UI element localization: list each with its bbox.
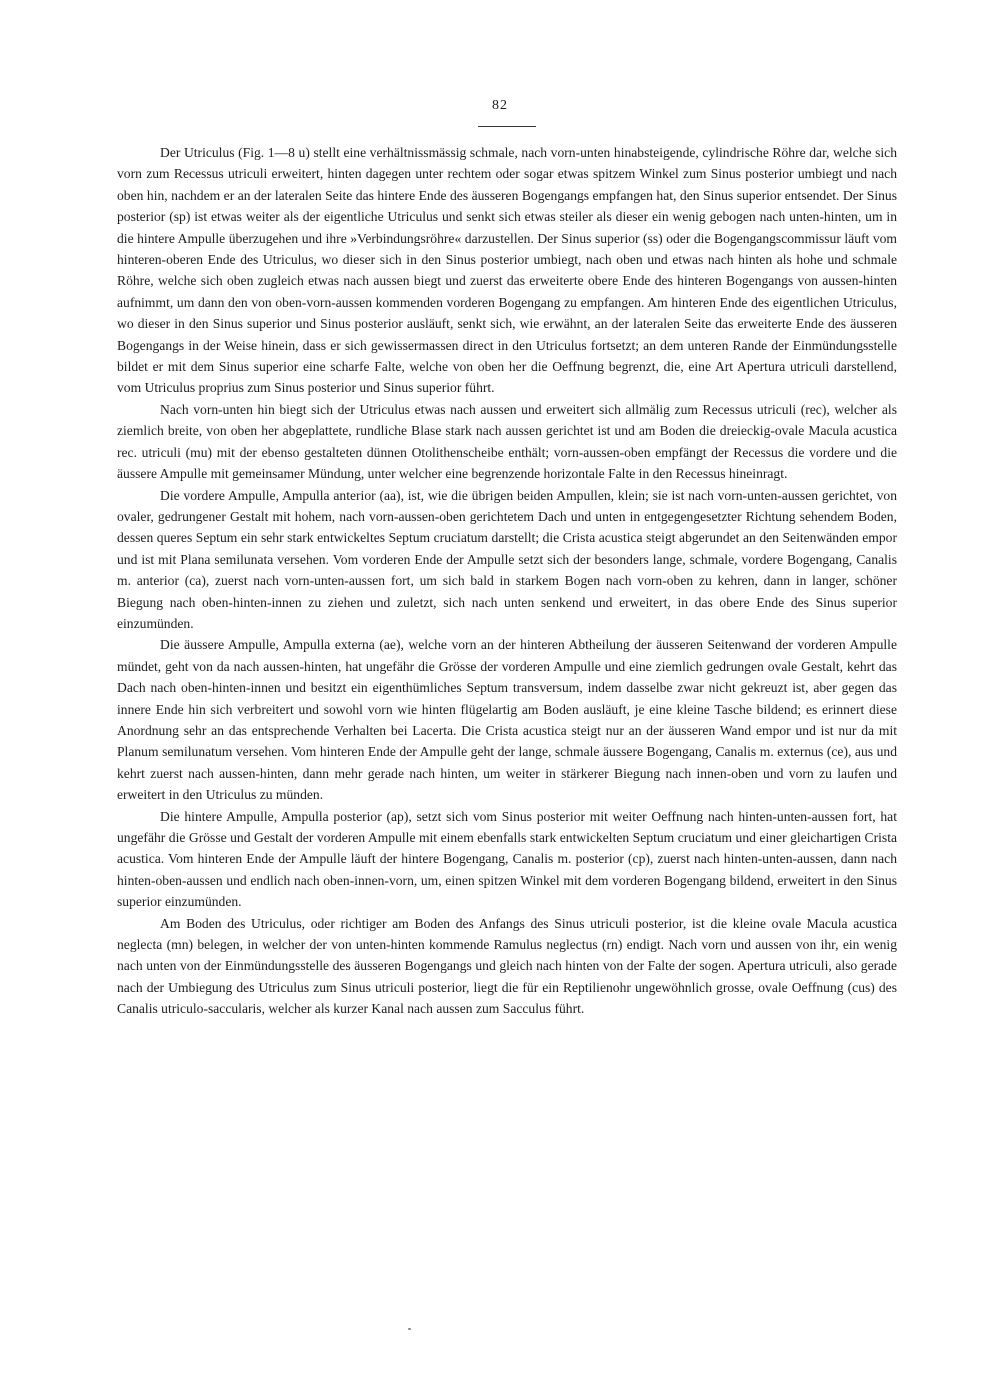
paragraph-recessus: Nach vorn-unten hin biegt sich der Utriculus etwas nach aussen und erweitert sich allmälig zum Recessus utriculi (rec), welcher als ziemlich breite, von oben her abgeplattete, rundliche Blase stark nach aussen gerichtet ist und am Boden die dreieckig-ovale Macula acustica rec. utriculi (mu) mit der ebenso gestalteten dünnen Otolithenscheibe enthält; vorn-aussen-oben empfängt der Recessus die vordere und die äussere Ampulle mit gemeinsamer Mündung, unter welcher eine begrenzende horizontale Falte in den Recessus hineinragt. <box>117 401 897 482</box>
paragraph-macula-neglecta: Am Boden des Utriculus, oder richtiger am Boden des Anfangs des Sinus utriculi posterior, ist die kleine ovale Macula acustica neglecta (mn) belegen, in welcher der von unten-hinten kommende Ramulus neglectus (rn) endigt. Nach vorn und aussen von ihr, ein wenig nach unten von der Einmündungsstelle des äusseren Bogengangs und gleich nach hinten von der Falte der sogen. Apertura utriculi, also gerade nach der Umbiegung des Utriculus zum Sinus utriculi posterior, liegt die für ein Reptilienohr ungewöhnlich grosse, ovale Oeffnung (cus) des Canalis utriculo-saccularis, welcher als kurzer Kanal nach aussen zum Sacculus führt. <box>117 915 897 1017</box>
page-number: 82 <box>492 98 508 113</box>
scan-speck <box>408 1328 411 1330</box>
body-text <box>117 142 897 1020</box>
paragraph-utriculus: Der Utriculus (Fig. 1—8 u) stellt eine verhältnissmässig schmale, nach vorn-unten hinabsteigende, cylindrische Röhre dar, welche sich vorn zum Recessus utriculi erweitert, hinten dagegen unter rechtem oder sogar etwas spitzem Winkel zum Sinus posterior umbiegt und nach oben hin, nachdem er an der lateralen Seite das hintere Ende des äusseren Bogengangs empfangen hat, den Sinus superior entsendet. Der Sinus posterior (sp) ist etwas weiter als der eigentliche Utriculus und senkt sich etwas steiler als dieser ein wenig gebogen nach unten-hinten, um in die hintere Ampulle überzugehen und ihre »Verbindungsröhre« darzustellen. Der Sinus superior (ss) oder die Bogengangscommissur läuft vom hinteren-oberen Ende des Utriculus, wo dieser sich in den Sinus posterior umbiegt, nach oben und etwas nach hinten als hohe und schmale Röhre, welche sich oben zugleich etwas nach aussen biegt und zuerst das erweiterte obere Ende des hinteren Bogengangs von aussen-hinten aufnimmt, um dann den von oben-vorn-aussen kommenden vorderen Bogengang zu empfangen. Am hinteren Ende des eigentlichen Utriculus, wo dieser in den Sinus superior und Sinus posterior ausläuft, senkt sich, wie erwähnt, an der lateralen Seite das erweiterte Ende des äusseren Bogengangs in der Weise hinein, dass er sich gewissermassen direct in den Utriculus fortsetzt; an dem unteren Rande der Einmündungsstelle bildet er mit dem Sinus superior eine scharfe Falte, welche von oben her die Oeffnung begrenzt, die, eine Art Apertura utriculi darstellend, vom Utriculus proprius zum Sinus posterior und Sinus superior führt. <box>117 145 897 396</box>
paragraph-ampulla-externa: Die äussere Ampulle, Ampulla externa (ae), welche vorn an der hinteren Abtheilung der äusseren Seitenwand der vorderen Ampulle mündet, geht von da nach aussen-hinten, hat ungefähr die Grösse der vorderen Ampulle und eine ziemlich gedrungen ovale Gestalt, kehrt das Dach nach oben-hinten-innen und besitzt ein eigenthümliches Septum transversum, indem dasselbe zwar nicht gekreuzt ist, aber gegen das innere Ende hin sich verbreitert und sowohl vorn wie hinten flügelartig am Boden ausläuft, je eine kleine Tasche bildend; es erinnert diese Anordnung sehr an das entsprechende Verhalten bei Lacerta. Die Crista acustica steigt nur an der äusseren Wand empor und ist nur da mit Planum semilunatum versehen. Vom hinteren Ende der Ampulle geht der lange, schmale äussere Bogengang, Canalis m. externus (ce), aus und kehrt zuerst nach aussen-hinten, dann mehr gerade nach hinten, um weiter in stärkerer Biegung nach innen-oben und vorn zu laufen und erweitert in den Utriculus zu münden. <box>117 637 897 803</box>
paragraph-ampulla-anterior: Die vordere Ampulle, Ampulla anterior (aa), ist, wie die übrigen beiden Ampullen, klein; sie ist nach vorn-unten-aussen gerichtet, von ovaler, gedrungener Gestalt mit hohem, nach vorn-aussen-oben gerichtetem Dach und unten in entgegengesetzter Richtung sehendem Boden, dessen queres Septum ein sehr stark entwickeltes Septum cruciatum darstellt; die Crista acustica steigt abgerundet an den Seitenwänden empor und ist mit Plana semilunata versehen. Vom vorderen Ende der Ampulle setzt sich der besonders lange, schmale, vordere Bogengang, Canalis m. anterior (ca), zuerst nach vorn-unten-aussen fort, um sich bald in starkem Bogen nach vorn-oben zu kehren, dann in langer, schöner Biegung nach oben-hinten-innen zu ziehen und zuletzt, sich nach unten senkend und erweitert, in das obere Ende des Sinus superior einzumünden. <box>117 487 897 631</box>
page-number-rule <box>478 126 536 127</box>
paragraph-ampulla-posterior: Die hintere Ampulle, Ampulla posterior (ap), setzt sich vom Sinus posterior mit weiter Oeffnung nach hinten-unten-aussen fort, hat ungefähr die Grösse und Gestalt der vorderen Ampulle mit einem ebenfalls stark entwickelten Septum cruciatum und einer gleichartigen Crista acustica. Vom hinteren Ende der Ampulle läuft der hintere Bogengang, Canalis m. posterior (cp), zuerst nach hinten-unten-aussen, dann nach hinten-oben-aussen und endlich nach oben-innen-vorn, um, einen spitzen Winkel mit dem vorderen Bogengang bildend, erweitert in den Sinus superior einzumünden. <box>117 808 897 910</box>
